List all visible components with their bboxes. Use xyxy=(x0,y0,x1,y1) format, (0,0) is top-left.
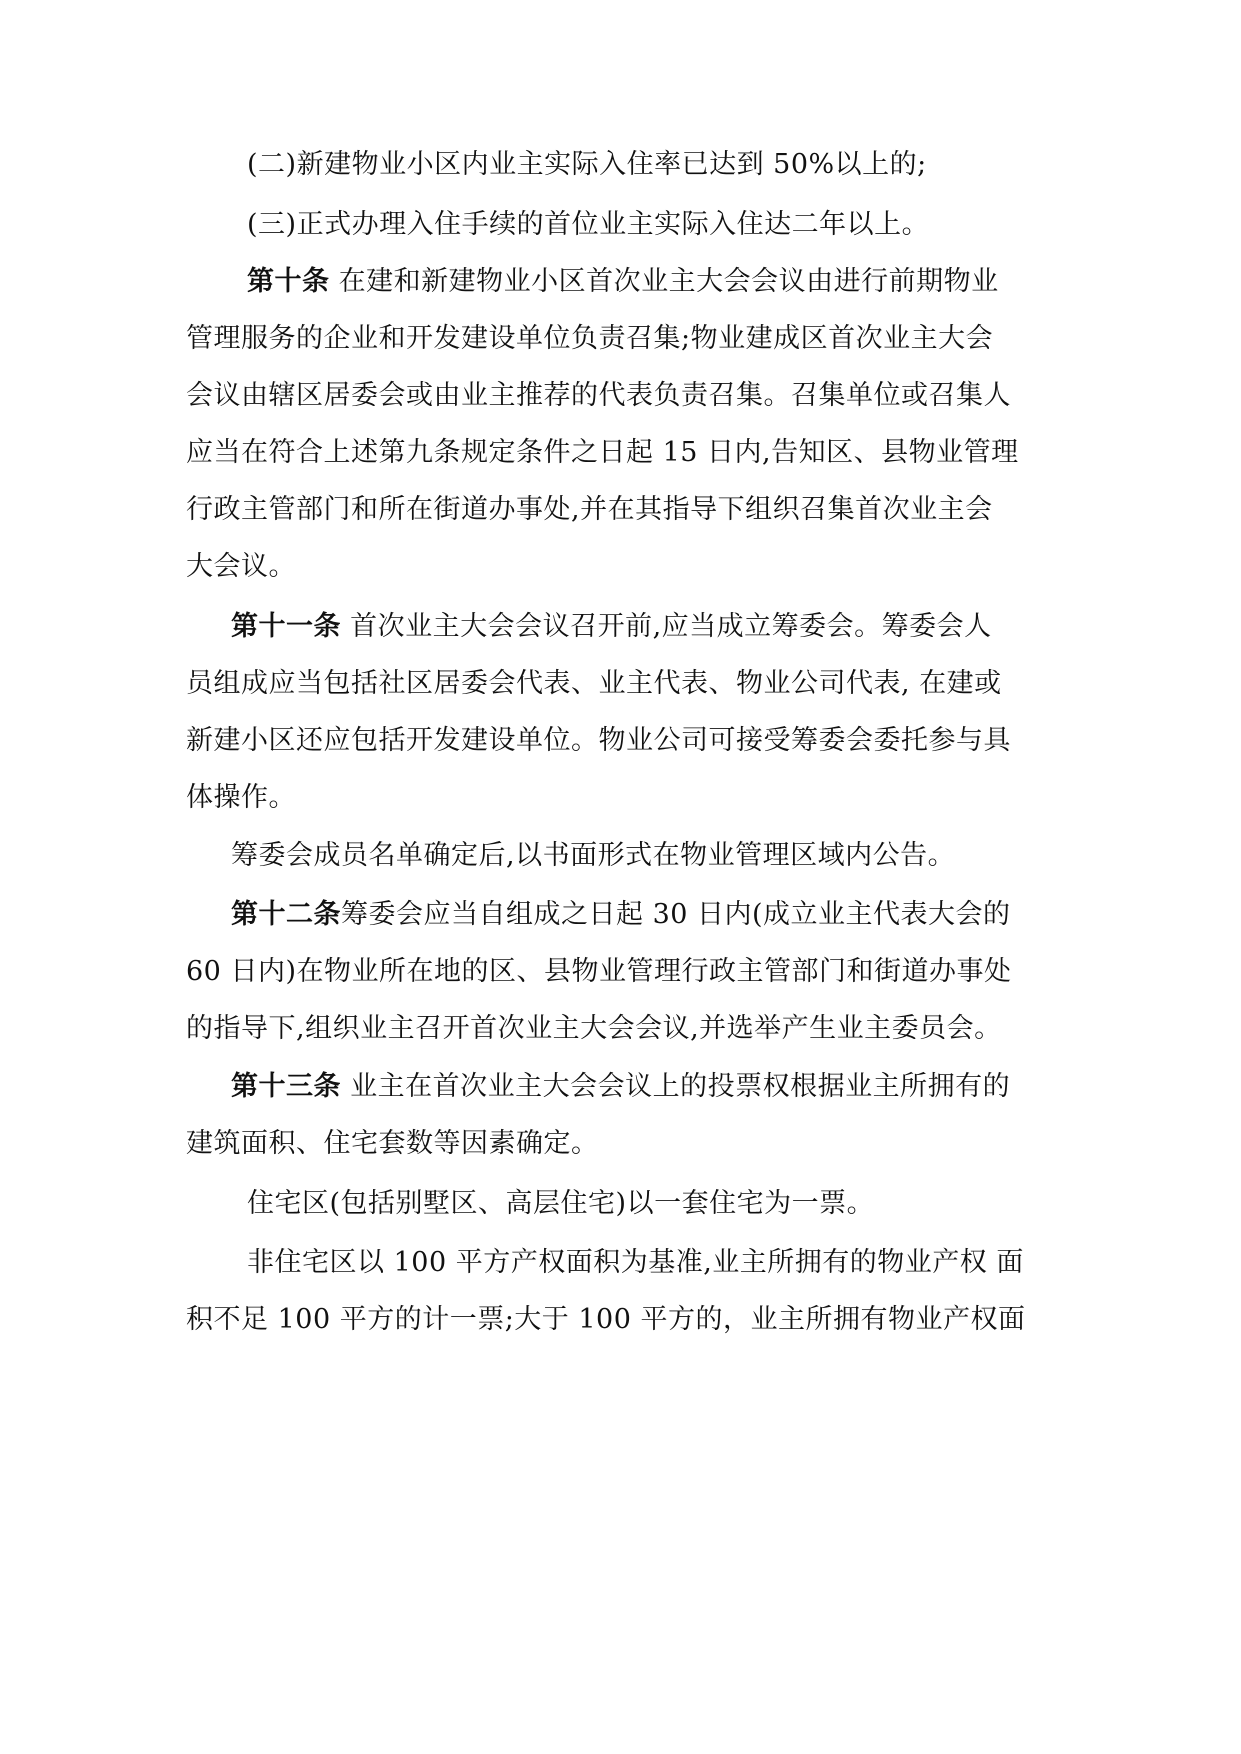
paragraph-line xyxy=(186,724,1011,758)
article-heading-line xyxy=(231,898,1011,932)
line-text: 住宅区(包括别墅区、高层住宅)以一套住宅为一票。 xyxy=(247,1188,875,1219)
paragraph-line xyxy=(186,667,1002,701)
paragraph-line xyxy=(186,781,296,815)
paragraph-line xyxy=(186,379,1011,413)
paragraph-line xyxy=(247,1187,874,1221)
paragraph-line xyxy=(231,839,955,873)
line-text: 行政主管部门和所在街道办事处,并在其指导下组织召集首次业主会 xyxy=(186,494,993,525)
paragraph-line xyxy=(186,436,1019,470)
paragraph-line xyxy=(186,322,993,356)
article-heading-line xyxy=(231,1070,1010,1104)
line-text: 首次业主大会会议召开前,应当成立筹委会。筹委会人 xyxy=(341,611,992,642)
line-text: 的指导下,组织业主召开首次业主大会会议,并选举产生业主委员会。 xyxy=(186,1013,1002,1044)
line-text: 在建和新建物业小区首次业主大会会议由进行前期物业 xyxy=(329,266,999,297)
line-text: (二)新建物业小区内业主实际入住率已达到 50%以上的; xyxy=(247,149,927,180)
paragraph-line xyxy=(186,1127,599,1161)
line-text: 员组成应当包括社区居委会代表、业主代表、物业公司代表, 在建或 xyxy=(186,668,1002,699)
article-number: 第十一条 xyxy=(231,611,341,642)
line-text: 体操作。 xyxy=(186,782,296,813)
paragraph-line xyxy=(186,550,296,584)
line-text: 积不足 100 平方的计一票;大于 100 平方的，业主所拥有物业产权面 xyxy=(186,1304,1026,1335)
line-text: 非住宅区以 100 平方产权面积为基准,业主所拥有的物业产权 面 xyxy=(247,1247,1024,1278)
article-number: 第十三条 xyxy=(231,1071,341,1102)
line-text: 会议由辖区居委会或由业主推荐的代表负责召集。召集单位或召集人 xyxy=(186,380,1011,411)
line-text: 60 日内)在物业所在地的区、县物业管理行政主管部门和街道办事处 xyxy=(186,956,1012,987)
article-number: 第十二条 xyxy=(231,899,341,930)
paragraph-line xyxy=(186,1303,1026,1337)
article-heading-line xyxy=(247,265,999,299)
paragraph-line xyxy=(186,493,993,527)
paragraph-line xyxy=(186,1012,1002,1046)
line-text: 建筑面积、住宅套数等因素确定。 xyxy=(186,1128,599,1159)
article-heading-line xyxy=(231,610,992,644)
paragraph-line xyxy=(186,955,1011,989)
line-text: (三)正式办理入住手续的首位业主实际入住达二年以上。 xyxy=(247,209,930,240)
line-text: 业主在首次业主大会会议上的投票权根据业主所拥有的 xyxy=(341,1071,1011,1102)
article-number: 第十条 xyxy=(247,266,330,297)
line-text: 应当在符合上述第九条规定条件之日起 15 日内,告知区、县物业管理 xyxy=(186,437,1019,468)
paragraph-line xyxy=(247,1246,1024,1280)
line-text: 筹委会成员名单确定后,以书面形式在物业管理区域内公告。 xyxy=(231,840,956,871)
line-text: 新建小区还应包括开发建设单位。物业公司可接受筹委会委托参与具 xyxy=(186,725,1011,756)
line-text: 大会议。 xyxy=(186,551,296,582)
paragraph-line xyxy=(247,208,929,242)
line-text: 筹委会应当自组成之日起 30 日内(成立业主代表大会的 xyxy=(341,899,1011,930)
paragraph-line xyxy=(247,148,927,182)
line-text: 管理服务的企业和开发建设单位负责召集;物业建成区首次业主大会 xyxy=(186,323,994,354)
